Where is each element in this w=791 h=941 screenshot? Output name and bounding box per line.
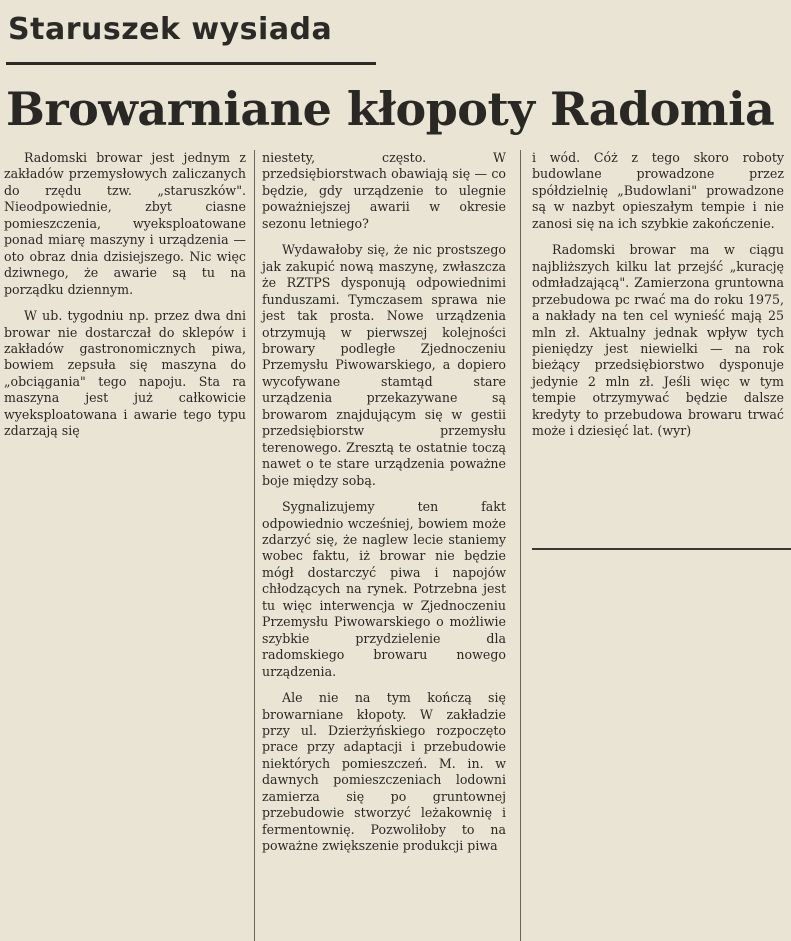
article-column-2 xyxy=(262,150,506,855)
column-rule-1 xyxy=(254,150,255,941)
paragraph: Radomski browar ma w ciągu najbliższych kilku lat przejść „kurację odmładzającą". Zamierzona gruntowna przebudowa pc rwać ma do roku 1975, a nakłady na ten cel wynieść mają 25 mln zł. Aktualny jednak wpływ tych pieniędzy jest niewielki — na rok bieżący przedsiębiorstwo dysponuje jedynie 2 mln zł. Jeśli więc w tym tempie otrzymywać będzie dalsze kredyty to przebudowa browaru trwać może i dziesięć lat. (wyr) xyxy=(532,242,784,439)
article-end-rule xyxy=(532,548,791,550)
column-rule-2 xyxy=(520,150,521,941)
article-column-1 xyxy=(4,150,246,440)
article-column-3 xyxy=(532,150,784,440)
paragraph-continued: niestety, często. W przedsiębiorstwach obawiają się — co będzie, gdy urządzenie to ulegnie poważniejszej awarii w okresie sezonu letniego? xyxy=(262,150,506,231)
paragraph: Sygnalizujemy ten fakt odpowiednio wcześniej, bowiem może zdarzyć się, że naglew lecie staniemy wobec faktu, iż browar nie będzie mógł dostarczyć piwa i napojów chłodzących na rynek. Potrzebna jest tu więc interwencja w Zjednoczeniu Przemysłu Piwowarskiego o możliwie szybkie przydzielenie dla radomskiego browaru nowego urządzenia. xyxy=(262,499,506,679)
paragraph: Radomski browar jest jednym z zakładów przemysłowych zaliczanych do rzędu tzw. „staruszków". Nieodpowiednie, zbyt ciasne pomieszczenia, wyeksploatowane ponad miarę maszyny i urządzenia — oto obraz dnia dzisiejszego. Nic więc dziwnego, że awarie są tu na porządku dziennym. xyxy=(4,150,246,297)
paragraph-continued: i wód. Cóż z tego skoro roboty budowlane prowadzone przez spółdzielnię „Budowlani" prowadzone są w nazbyt opieszałym tempie i nie zanosi się na ich szybkie zakończenie. xyxy=(532,150,784,231)
headline: Browarniane kłopoty Radomia xyxy=(6,82,775,136)
paragraph: W ub. tygodniu np. przez dwa dni browar nie dostarczał do sklepów i zakładów gastronomicznych piwa, bowiem zepsuła się maszyna do „obciągania" tego napoju. Sta ra maszyna jest już całkowicie wyeksploatowana i awarie tego typu zdarzają się xyxy=(4,308,246,439)
paragraph: Ale nie na tym kończą się browarniane kłopoty. W zakładzie przy ul. Dzierżyńskiego rozpoczęto prace przy adaptacji i przebudowie niektórych pomieszczeń. M. in. w dawnych pomieszczeniach lodowni zamierza się po gruntownej przebudowie stworzyć leżakownię i fermentownię. Pozwoliłoby to na poważne zwiększenie produkcji piwa xyxy=(262,690,506,854)
kicker-underline xyxy=(6,62,376,65)
paragraph: Wydawałoby się, że nic prostszego jak zakupić nową maszynę, zwłaszcza że RZTPS dysponują odpowiednimi funduszami. Tymczasem sprawa nie jest tak prosta. Nowe urządzenia otrzymują w pierwszej kolejności browary podległe Zjednoczeniu Przemysłu Piwowarskiego, a dopiero wycofywane stamtąd stare urządzenia przekazywane są browarom znajdującym się w gestii przedsiębiorstw przemysłu terenowego. Zresztą te ostatnie toczą nawet o te stare urządzenia poważne boje między sobą. xyxy=(262,242,506,488)
kicker-title: Staruszek wysiada xyxy=(8,12,333,47)
